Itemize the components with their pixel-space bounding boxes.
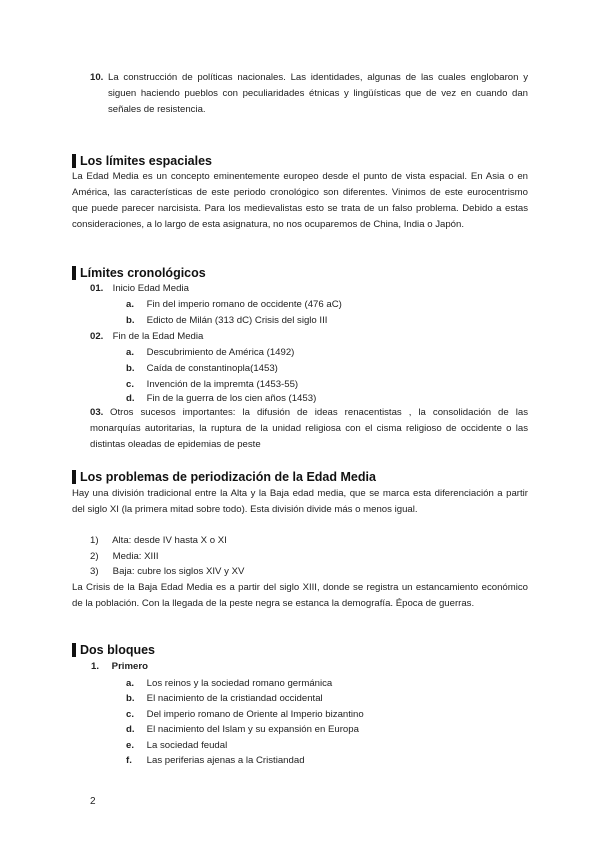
section-heading-limites-cronologicos [72,265,206,281]
sub-letter: f. [126,755,132,766]
sub-text: Del imperio romano de Oriente al Imperio bizantino [146,709,364,720]
list-item-03 [90,405,528,453]
sub-text: La sociedad feudal [146,740,228,751]
sub-item [126,691,323,707]
heading-text: Los problemas de periodización de la Edad Media [80,470,376,484]
sub-item [126,313,327,329]
sub-text: Descubrimiento de América (1492) [146,347,295,358]
list-number: 02. [90,331,104,342]
list-item-02 [90,329,203,345]
sub-item [126,707,364,723]
item-number: 3) [90,566,99,577]
section-heading-dos-bloques [72,642,155,658]
sub-letter: e. [126,740,135,751]
sub-item [126,297,342,313]
list-text: La construcción de políticas nacionales. Las identidades, algunas de las cuales englobaron y siguen haciendo pueblos con peculiaridades étnicas y lingüísticas que de vez en cuando dan señales de resistencia. [108,72,528,115]
heading-text: Dos bloques [80,643,156,657]
heading-text: Límites cronológicos [80,266,206,280]
sub-item [126,345,294,361]
list-number: 01. [90,283,104,294]
section-heading-periodizacion [72,469,376,485]
paragraph-limites-espaciales: La Edad Media es un concepto eminentemente europeo desde el punto de vista espacial. En Asia o en América, las características de este periodo cronológico son diferentes. Vinimos de este eurocentrismo que puede parecer narcisista. Para los medievalistas esto se trata de un falso problema. Debido a estas consideraciones, a lo largo de esta asignatura, no nos ocuparemos de China, India o Japón. [72,171,528,230]
sub-text: Los reinos y la sociedad romano germánica [146,678,333,689]
sub-text: Caída de constantinopla(1453) [146,363,278,374]
item-text: Media: XIII [112,551,159,562]
list-text: Primero [111,661,148,672]
sub-text: Edicto de Milán (313 dC) Crisis del siglo III [146,315,328,326]
sub-item [126,676,332,692]
sub-item [126,738,227,754]
list-number: 1. [91,661,100,672]
list-number: 10. [90,72,104,83]
list-item-10 [90,70,528,118]
heading-bar [72,470,76,484]
heading-bar [72,643,76,657]
numbered-item [90,533,227,549]
sub-letter: b. [126,363,135,374]
sub-text: Las periferias ajenas a la Cristiandad [146,755,305,766]
numbered-item [90,564,244,580]
item-number: 2) [90,551,99,562]
paragraph-crisis: La Crisis de la Baja Edad Media es a partir del siglo XIII, donde se registra un estancamiento económico de la población. Con la llegada de la peste negra se estanca la demografía. Época de guerras. [72,582,528,609]
sub-letter: b. [126,315,135,326]
sub-letter: b. [126,693,135,704]
sub-item [126,753,305,769]
heading-bar [72,154,76,168]
list-number: 03. [90,407,104,418]
sub-text: Fin de la guerra de los cien años (1453) [146,393,317,404]
sub-letter: d. [126,724,135,735]
sub-letter: a. [126,347,135,358]
item-text: Baja: cubre los siglos XIV y XV [112,566,245,577]
sub-letter: c. [126,709,135,720]
page-number: 2 [90,796,96,807]
list-text: Inicio Edad Media [112,283,189,294]
sub-text: Invención de la impremta (1453-55) [146,379,299,390]
section-heading-limites-espaciales [72,153,212,169]
heading-bar [72,266,76,280]
item-text: Alta: desde IV hasta X o XI [112,535,227,546]
list-text: Otros sucesos importantes: la difusión de ideas renacentistas , la consolidación de las monarquías autoritarias, la ruptura de la unidad religiosa con el cisma religioso de occidente o las distintas oleadas de epidemias de peste [90,407,528,450]
sub-item [126,361,278,377]
sub-text: El nacimiento del Islam y su expansión en Europa [146,724,359,735]
item-number: 1) [90,535,99,546]
paragraph-periodizacion: Hay una división tradicional entre la Alta y la Baja edad media, que se marca esta diferenciación a partir del siglo XI (la primera mitad sobre todo). Esta división divide más o menos igual. [72,488,528,515]
sub-letter: c. [126,379,135,390]
sub-letter: d. [126,393,135,404]
sub-letter: a. [126,299,135,310]
sub-text: Fin del imperio romano de occidente (476 aC) [146,299,342,310]
list-item-primero [91,659,148,675]
list-text: Fin de la Edad Media [112,331,204,342]
sub-text: El nacimiento de la cristiandad occidental [146,693,323,704]
sub-item [126,722,359,738]
list-item-01 [90,281,189,297]
heading-text: Los límites espaciales [80,154,213,168]
numbered-item [90,549,159,565]
sub-letter: a. [126,678,135,689]
